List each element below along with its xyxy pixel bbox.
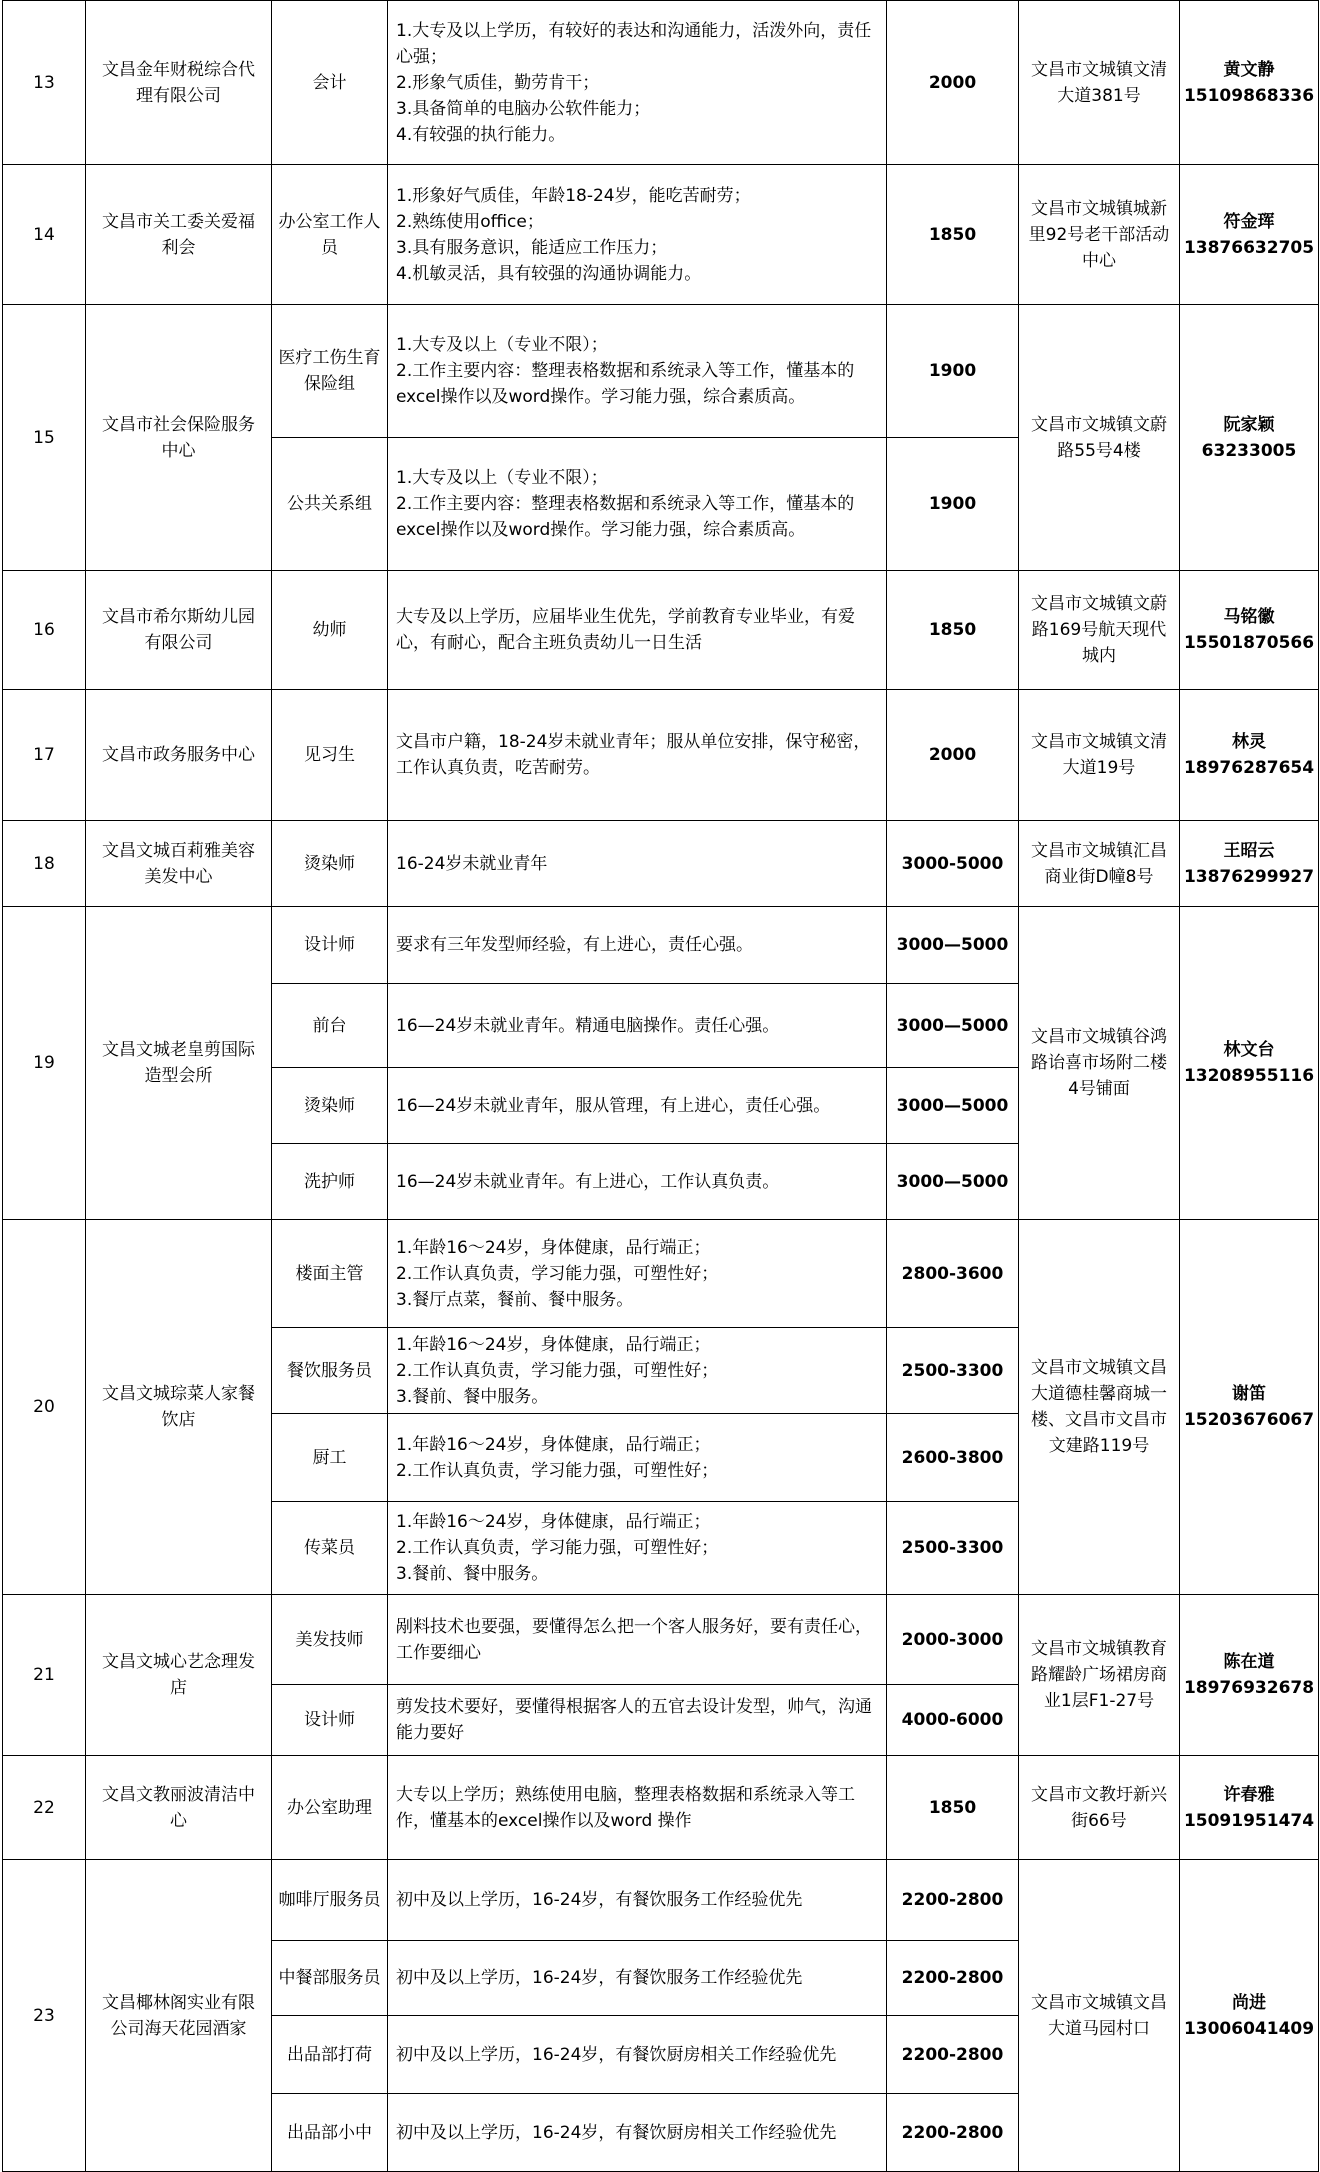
contact-cell — [1180, 305, 1319, 571]
contact-cell — [1180, 1, 1319, 165]
requirement-line: 2.形象气质佳，勤劳肯干； — [396, 72, 600, 93]
position-salary: 2600-3800 — [887, 1414, 1019, 1502]
company-address: 文昌市文城镇文昌大道马园村口 — [1019, 1860, 1180, 2172]
table-row — [3, 571, 1319, 690]
company-address: 文昌市文城镇文蔚路169号航天现代城内 — [1019, 571, 1180, 690]
requirement-line: 初中及以上学历，16-24岁，有餐饮服务工作经验优先 — [396, 1890, 803, 1910]
position-salary: 2200-2800 — [887, 2094, 1019, 2172]
requirement-line: 16—24岁未就业青年。有上进心，工作认真负责。 — [396, 1171, 780, 1192]
contact-phone: 13876632705 — [1183, 237, 1315, 258]
position-requirements — [388, 1941, 887, 2016]
contact-phone: 63233005 — [1201, 440, 1297, 461]
row-number: 14 — [3, 165, 86, 305]
position-requirements — [388, 1144, 887, 1220]
table-row — [3, 907, 1319, 984]
requirement-line: 3.餐前、餐中服务。 — [396, 1386, 549, 1407]
contact-name: 陈在道 — [1223, 1652, 1275, 1672]
requirement-line: 16—24岁未就业青年。精通电脑操作。责任心强。 — [396, 1015, 780, 1036]
company-name: 文昌市希尔斯幼儿园有限公司 — [86, 571, 272, 690]
position-requirements — [388, 2016, 887, 2094]
contact-phone: 15501870566 — [1183, 633, 1315, 653]
position-salary: 1850 — [887, 571, 1019, 690]
company-address: 文昌市文教圩新兴街66号 — [1019, 1756, 1180, 1860]
job-table-body — [3, 1, 1319, 2172]
company-address: 文昌市文城镇文清大道381号 — [1019, 1, 1180, 165]
position-title: 烫染师 — [272, 821, 388, 907]
requirement-line: 1.年龄16～24岁，身体健康，品行端正； — [396, 1512, 711, 1532]
row-number: 18 — [3, 821, 86, 907]
requirement-line: 文昌市户籍，18-24岁未就业青年；服从单位安排，保守秘密，工作认真负责，吃苦耐劳。 — [396, 732, 871, 778]
contact-phone: 15203676067 — [1183, 1410, 1315, 1430]
contact-phone: 13876299927 — [1183, 866, 1315, 887]
requirement-line: 16—24岁未就业青年，服从管理，有上进心，责任心强。 — [396, 1095, 831, 1116]
position-salary: 2800-3600 — [887, 1220, 1019, 1328]
position-requirements — [388, 1502, 887, 1595]
position-salary: 2500-3300 — [887, 1502, 1019, 1595]
company-address: 文昌市文城镇文蔚路55号4楼 — [1019, 305, 1180, 571]
position-requirements — [388, 571, 887, 690]
position-salary: 2200-2800 — [887, 1860, 1019, 1941]
requirement-line: 1.形象好气质佳，年龄18-24岁，能吃苦耐劳； — [396, 185, 751, 206]
position-requirements — [388, 984, 887, 1068]
contact-name: 林灵 — [1232, 732, 1266, 752]
requirement-line: 要求有三年发型师经验，有上进心，责任心强。 — [396, 935, 753, 955]
position-title: 中餐部服务员 — [272, 1941, 388, 2016]
contact-name: 谢笛 — [1232, 1384, 1266, 1404]
row-number: 22 — [3, 1756, 86, 1860]
company-address: 文昌市文城镇城新里92号老干部活动中心 — [1019, 165, 1180, 305]
requirement-line: 3.餐前、餐中服务。 — [396, 1564, 549, 1584]
position-title: 见习生 — [272, 690, 388, 821]
position-salary: 3000—5000 — [887, 907, 1019, 984]
requirement-line: 1.大专及以上（专业不限）； — [396, 468, 608, 488]
contact-cell — [1180, 1756, 1319, 1860]
position-title: 出品部打荷 — [272, 2016, 388, 2094]
position-salary: 3000—5000 — [887, 1068, 1019, 1144]
requirement-line: 1.年龄16～24岁，身体健康，品行端正； — [396, 1434, 711, 1455]
contact-cell — [1180, 907, 1319, 1220]
requirement-line: 2.工作认真负责，学习能力强，可塑性好； — [396, 1263, 719, 1284]
table-row — [3, 1220, 1319, 1328]
row-number: 23 — [3, 1860, 86, 2172]
requirement-line: 2.工作认真负责，学习能力强，可塑性好； — [396, 1460, 719, 1481]
position-title: 美发技师 — [272, 1595, 388, 1685]
requirement-line: 初中及以上学历，16-24岁，有餐饮厨房相关工作经验优先 — [396, 2044, 837, 2065]
position-requirements — [388, 1685, 887, 1756]
contact-cell — [1180, 165, 1319, 305]
contact-phone: 13208955116 — [1183, 1066, 1315, 1086]
contact-phone: 15091951474 — [1183, 1810, 1315, 1831]
company-name: 文昌市关工委关爱福利会 — [86, 165, 272, 305]
position-title: 设计师 — [272, 1685, 388, 1756]
company-name: 文昌椰林阁实业有限公司海天花园酒家 — [86, 1860, 272, 2172]
position-requirements — [388, 1595, 887, 1685]
position-title: 会计 — [272, 1, 388, 165]
contact-name: 许春雅 — [1223, 1784, 1275, 1805]
requirement-line: 2.工作主要内容：整理表格数据和系统录入等工作，懂基本的excel操作以及word操作。学习能力强，综合素质高。 — [396, 494, 855, 540]
table-row — [3, 1595, 1319, 1685]
table-row — [3, 1860, 1319, 1941]
requirement-line: 2.工作认真负责，学习能力强，可塑性好； — [396, 1538, 719, 1558]
table-row — [3, 165, 1319, 305]
row-number: 20 — [3, 1220, 86, 1595]
position-requirements — [388, 1220, 887, 1328]
position-requirements — [388, 2094, 887, 2172]
requirement-line: 3.具备简单的电脑办公软件能力； — [396, 98, 651, 119]
position-requirements — [388, 1, 887, 165]
table-row — [3, 1, 1319, 165]
company-name: 文昌文教丽波清洁中心 — [86, 1756, 272, 1860]
position-requirements — [388, 438, 887, 571]
contact-phone: 13006041409 — [1183, 2018, 1315, 2039]
row-number: 16 — [3, 571, 86, 690]
requirement-line: 1.大专及以上（专业不限）； — [396, 335, 608, 355]
contact-name: 黄文静 — [1223, 59, 1275, 80]
requirement-line: 3.餐厅点菜，餐前、餐中服务。 — [396, 1289, 634, 1310]
row-number: 15 — [3, 305, 86, 571]
position-requirements — [388, 1414, 887, 1502]
requirement-line: 初中及以上学历，16-24岁，有餐饮厨房相关工作经验优先 — [396, 2122, 837, 2143]
table-row — [3, 690, 1319, 821]
company-name: 文昌金年财税综合代理有限公司 — [86, 1, 272, 165]
requirement-line: 大专及以上学历，应届毕业生优先，学前教育专业毕业，有爱心，有耐心，配合主班负责幼儿一日生活 — [396, 607, 855, 653]
contact-phone: 18976287654 — [1183, 758, 1315, 778]
table-row — [3, 305, 1319, 438]
position-title: 办公室助理 — [272, 1756, 388, 1860]
contact-name: 王昭云 — [1223, 840, 1275, 861]
contact-cell — [1180, 821, 1319, 907]
requirement-line: 2.工作主要内容：整理表格数据和系统录入等工作，懂基本的excel操作以及word操作。学习能力强，综合素质高。 — [396, 361, 855, 407]
requirement-line: 剐料技术也要强，要懂得怎么把一个客人服务好，要有责任心，工作要细心 — [396, 1616, 872, 1663]
position-salary: 2000 — [887, 1, 1019, 165]
contact-name: 阮家颖 — [1223, 414, 1275, 435]
contact-name: 尚进 — [1232, 1992, 1266, 2013]
requirement-line: 4.机敏灵活，具有较强的沟通协调能力。 — [396, 263, 702, 284]
position-salary: 4000-6000 — [887, 1685, 1019, 1756]
contact-cell — [1180, 690, 1319, 821]
table-row — [3, 1756, 1319, 1860]
requirement-line: 2.工作认真负责，学习能力强，可塑性好； — [396, 1360, 719, 1381]
position-title: 公共关系组 — [272, 438, 388, 571]
row-number: 17 — [3, 690, 86, 821]
company-name: 文昌市政务服务中心 — [86, 690, 272, 821]
contact-phone: 15109868336 — [1183, 85, 1315, 106]
company-name: 文昌文城百莉雅美容美发中心 — [86, 821, 272, 907]
contact-cell — [1180, 571, 1319, 690]
position-requirements — [388, 907, 887, 984]
position-requirements — [388, 305, 887, 438]
requirement-line: 大专以上学历；熟练使用电脑，整理表格数据和系统录入等工作，懂基本的excel操作以及word 操作 — [396, 1784, 855, 1831]
company-name: 文昌文城琮菜人家餐饮店 — [86, 1220, 272, 1595]
job-table — [2, 0, 1319, 2172]
company-name: 文昌市社会保险服务中心 — [86, 305, 272, 571]
company-address: 文昌市文城镇文清大道19号 — [1019, 690, 1180, 821]
position-requirements — [388, 165, 887, 305]
requirement-line: 16-24岁未就业青年 — [396, 853, 548, 874]
row-number: 13 — [3, 1, 86, 165]
position-title: 楼面主管 — [272, 1220, 388, 1328]
company-address: 文昌市文城镇文昌大道德桂馨商城一楼、文昌市文昌市文建路119号 — [1019, 1220, 1180, 1595]
position-salary: 1850 — [887, 1756, 1019, 1860]
position-salary: 3000—5000 — [887, 1144, 1019, 1220]
position-salary: 3000-5000 — [887, 821, 1019, 907]
company-name: 文昌文城心艺念理发店 — [86, 1595, 272, 1756]
position-salary: 1900 — [887, 305, 1019, 438]
requirement-line: 1.年龄16～24岁，身体健康，品行端正； — [396, 1334, 711, 1355]
position-title: 前台 — [272, 984, 388, 1068]
contact-name: 林文台 — [1223, 1040, 1275, 1060]
requirement-line: 初中及以上学历，16-24岁，有餐饮服务工作经验优先 — [396, 1968, 803, 1988]
position-title: 设计师 — [272, 907, 388, 984]
position-salary: 2000-3000 — [887, 1595, 1019, 1685]
company-address: 文昌市文城镇谷鸿路诒喜市场附二楼4号铺面 — [1019, 907, 1180, 1220]
position-salary: 2500-3300 — [887, 1328, 1019, 1414]
position-requirements — [388, 1068, 887, 1144]
position-title: 办公室工作人员 — [272, 165, 388, 305]
requirement-line: 4.有较强的执行能力。 — [396, 124, 566, 145]
position-title: 餐饮服务员 — [272, 1328, 388, 1414]
requirement-line: 1.大专及以上学历，有较好的表达和沟通能力，活泼外向，责任心强； — [396, 20, 872, 67]
position-title: 幼师 — [272, 571, 388, 690]
requirement-line: 剪发技术要好，要懂得根据客人的五官去设计发型，帅气，沟通能力要好 — [396, 1697, 872, 1743]
position-title: 厨工 — [272, 1414, 388, 1502]
position-title: 医疗工伤生育保险组 — [272, 305, 388, 438]
position-requirements — [388, 1756, 887, 1860]
position-salary: 2200-2800 — [887, 1941, 1019, 2016]
company-address: 文昌市文城镇汇昌商业街D幢8号 — [1019, 821, 1180, 907]
position-salary: 1850 — [887, 165, 1019, 305]
requirement-line: 1.年龄16～24岁，身体健康，品行端正； — [396, 1237, 711, 1258]
position-title: 咖啡厅服务员 — [272, 1860, 388, 1941]
row-number: 19 — [3, 907, 86, 1220]
contact-name: 符金珲 — [1223, 211, 1275, 232]
contact-cell — [1180, 1860, 1319, 2172]
position-salary: 3000—5000 — [887, 984, 1019, 1068]
position-requirements — [388, 1860, 887, 1941]
contact-name: 马铭徽 — [1223, 607, 1275, 627]
position-title: 出品部小中 — [272, 2094, 388, 2172]
contact-phone: 18976932678 — [1183, 1678, 1315, 1698]
company-address: 文昌市文城镇教育路耀龄广场裙房商业1层F1-27号 — [1019, 1595, 1180, 1756]
requirement-line: 3.具有服务意识，能适应工作压力； — [396, 237, 668, 258]
contact-cell — [1180, 1595, 1319, 1756]
requirement-line: 2.熟练使用office； — [396, 211, 544, 232]
position-salary: 1900 — [887, 438, 1019, 571]
contact-cell — [1180, 1220, 1319, 1595]
position-requirements — [388, 1328, 887, 1414]
position-requirements — [388, 821, 887, 907]
position-requirements — [388, 690, 887, 821]
position-title: 传菜员 — [272, 1502, 388, 1595]
position-salary: 2000 — [887, 690, 1019, 821]
position-title: 烫染师 — [272, 1068, 388, 1144]
position-salary: 2200-2800 — [887, 2016, 1019, 2094]
position-title: 洗护师 — [272, 1144, 388, 1220]
company-name: 文昌文城老皇剪国际造型会所 — [86, 907, 272, 1220]
row-number: 21 — [3, 1595, 86, 1756]
table-row — [3, 821, 1319, 907]
